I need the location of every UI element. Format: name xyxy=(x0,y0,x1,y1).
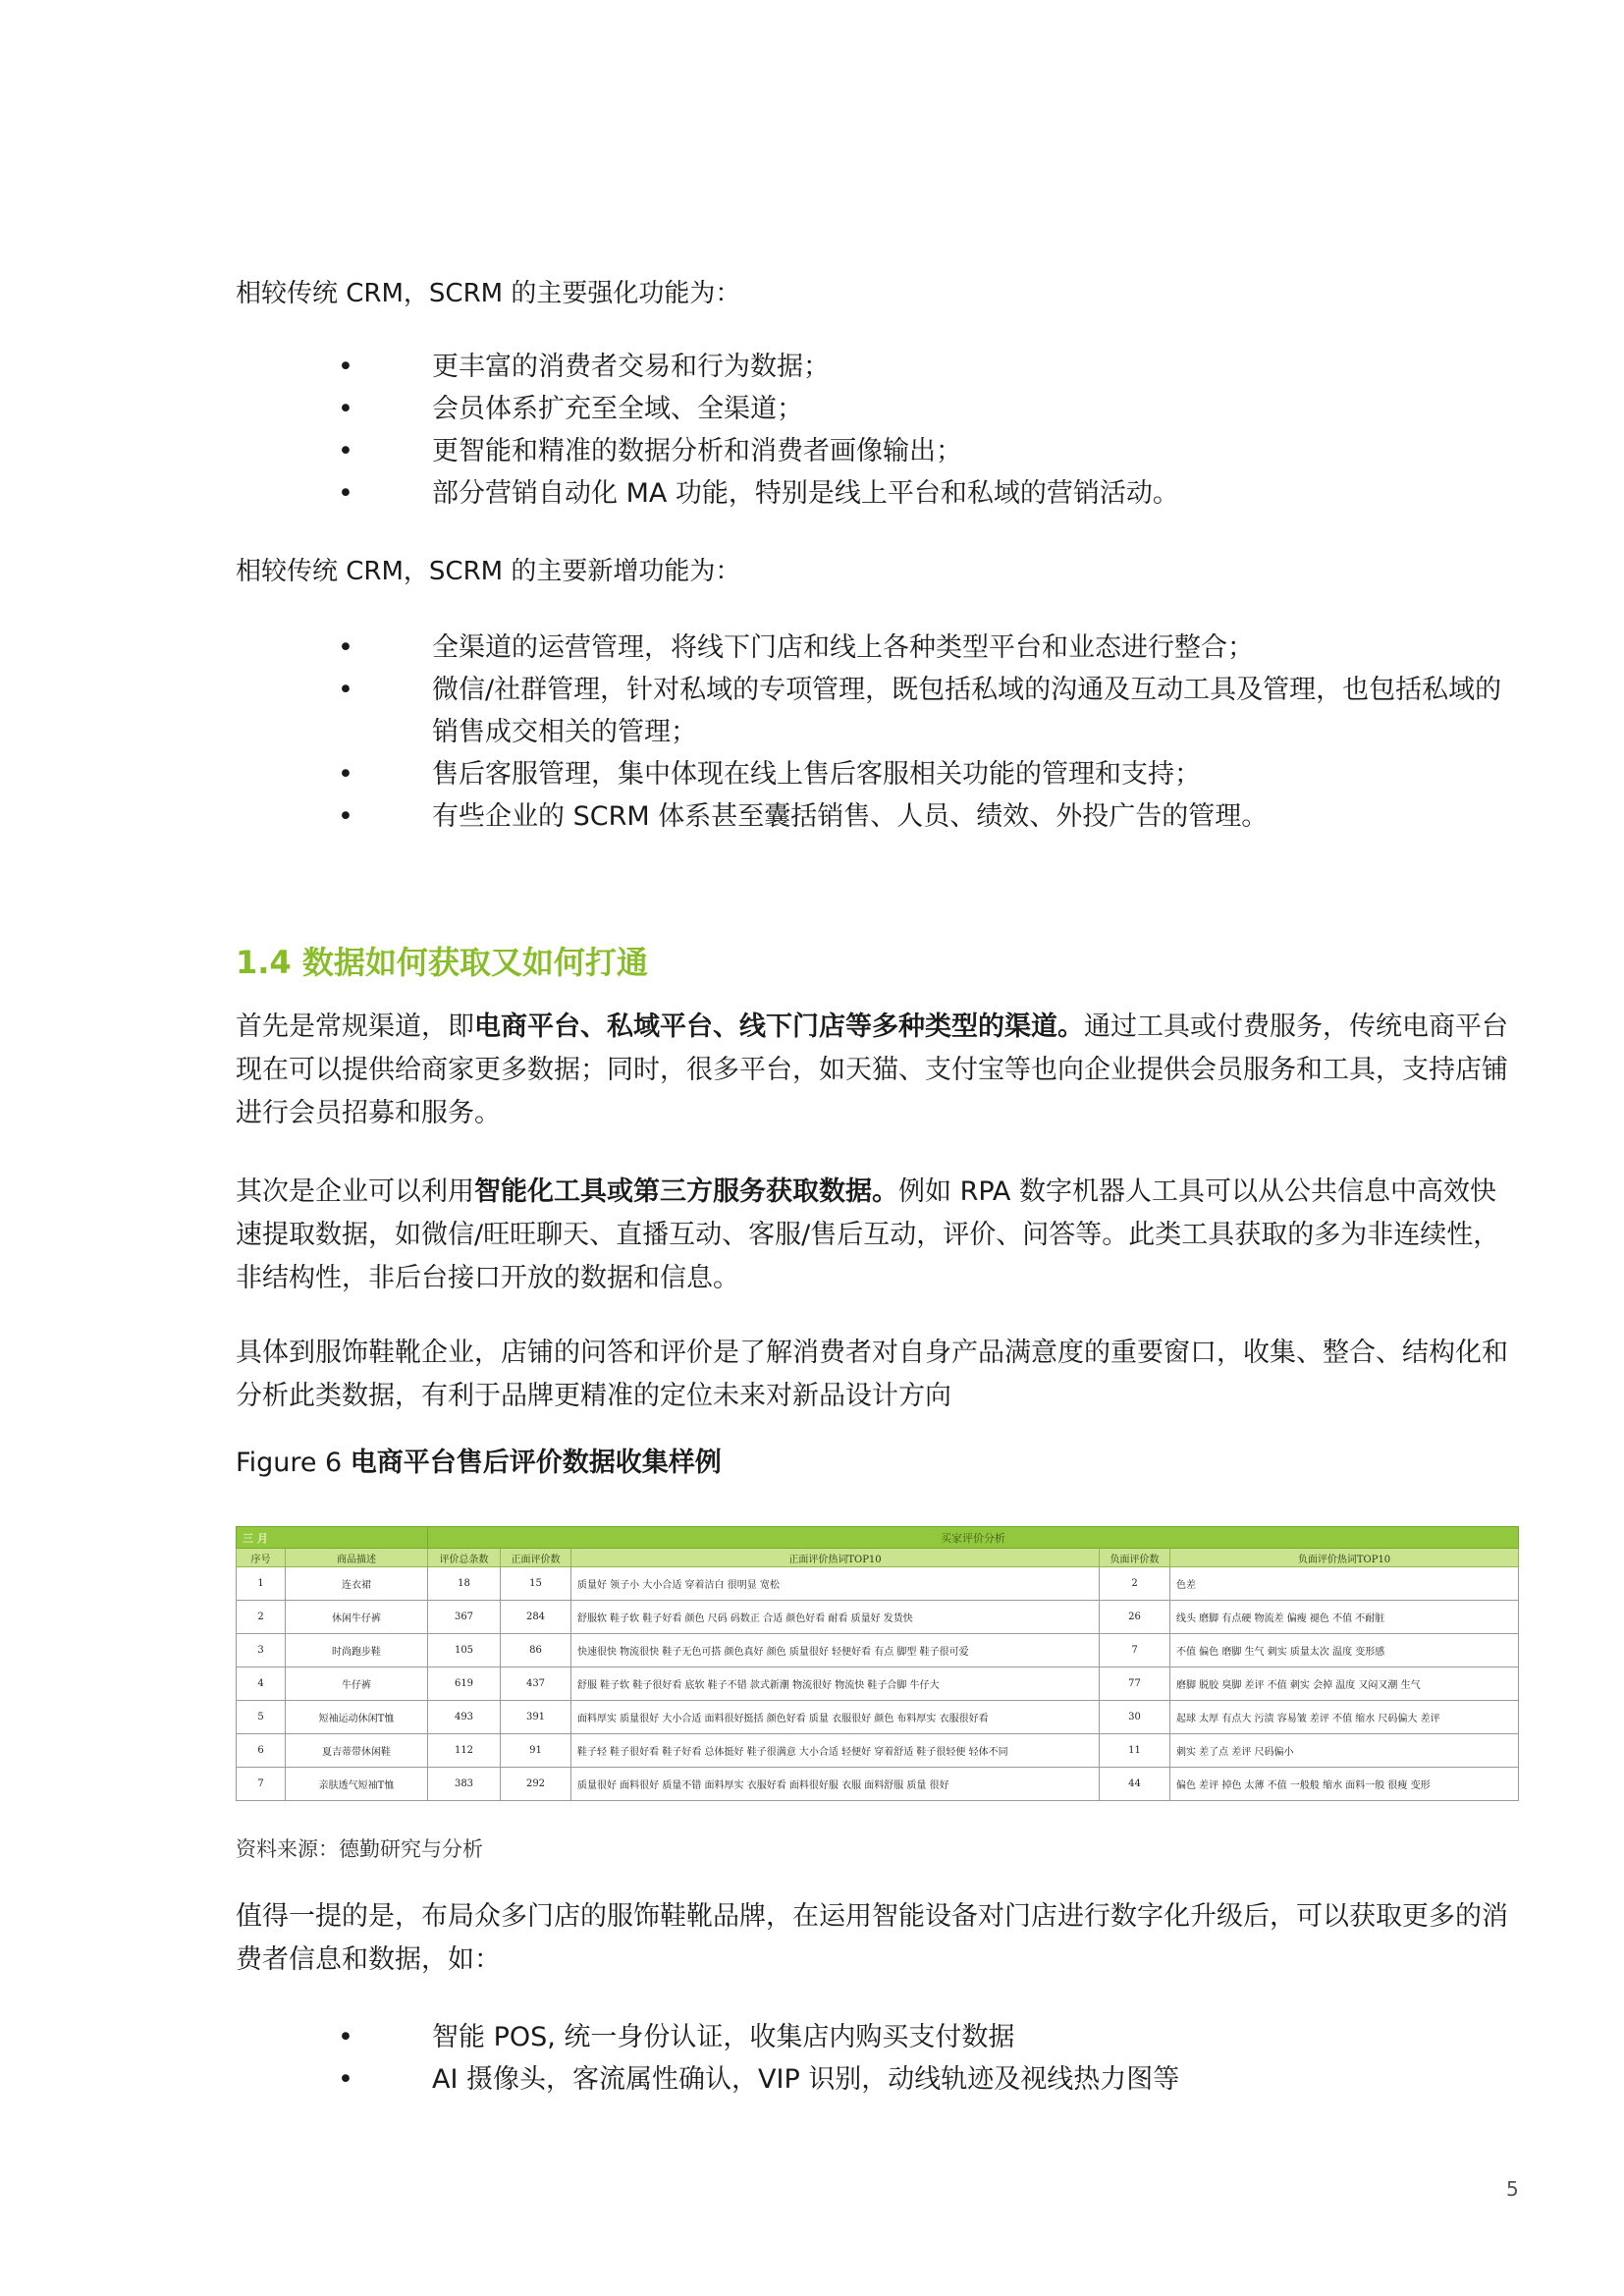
column-header: 正面评价热词TOP10 xyxy=(571,1549,1100,1567)
table-cell: 619 xyxy=(428,1667,501,1701)
list-item: • AI 摄像头，客流属性确认，VIP 识别，动线轨迹及视线热力图等 xyxy=(236,2058,1512,2101)
section-heading: 1.4 数据如何获取又如何打通 xyxy=(236,944,648,981)
table-cell: 亲肤透气短袖T恤 xyxy=(286,1768,428,1801)
list-item: • 更丰富的消费者交易和行为数据； xyxy=(236,346,1512,388)
list-item: • 智能 POS, 统一身份认证，收集店内购买支付数据 xyxy=(236,2016,1512,2058)
column-header: 序号 xyxy=(237,1549,286,1567)
source-note: 资料来源：德勤研究与分析 xyxy=(236,1837,483,1861)
bullet-icon: • xyxy=(338,675,353,705)
table-row xyxy=(237,1601,1519,1634)
table-cell: 284 xyxy=(501,1601,571,1634)
table-cell: 86 xyxy=(501,1634,571,1667)
emphasis: 智能化工具或第三方服务获取数据。 xyxy=(474,1176,898,1207)
table-cell: 不值 偏色 磨脚 生气 刺实 质量太次 温度 变形感 xyxy=(1170,1634,1519,1667)
paragraph-apparel-reviews: 具体到服饰鞋靴企业，店铺的问答和评价是了解消费者对自身产品满意度的重要窗口，收集、整合、结构化和分析此类数据，有利于品牌更精准的定位未来对新品设计方向 xyxy=(236,1338,1508,1411)
paragraph-smart-tools: 其次是企业可以利用智能化工具或第三方服务获取数据。例如 RPA 数字机器人工具可以从公共信息中高效快速提取数据，如微信/旺旺聊天、直播互动、客服/售后互动，评价、问答等。此类工具获取的多为非连续性，非结构性，非后台接口开放的数据和信息。 xyxy=(236,1176,1500,1293)
list-item: • 更智能和精准的数据分析和消费者画像输出； xyxy=(236,430,1512,472)
bullet-icon: • xyxy=(338,394,353,424)
table-cell: 色差 xyxy=(1170,1567,1519,1601)
table-cell: 鞋子轻 鞋子很好看 鞋子好看 总体挺好 鞋子很满意 大小合适 轻便好 穿着舒适 鞋子很轻便 轻体不同 xyxy=(571,1734,1100,1768)
column-header: 负面评价数 xyxy=(1100,1549,1170,1567)
paragraph-store-devices: 值得一提的是，布局众多门店的服饰鞋靴品牌，在运用智能设备对门店进行数字化升级后，可以获取更多的消费者信息和数据，如： xyxy=(236,1901,1508,1975)
bullet-icon: • xyxy=(338,2022,353,2052)
bullet-icon: • xyxy=(338,2064,353,2095)
table-cell: 18 xyxy=(428,1567,501,1601)
table-cell: 质量好 领子小 大小合适 穿着洁白 很明显 宽松 xyxy=(571,1567,1100,1601)
table-cell: 7 xyxy=(237,1768,286,1801)
table-cell: 2 xyxy=(1100,1567,1170,1601)
table-cell: 7 xyxy=(1100,1634,1170,1667)
table-cell: 493 xyxy=(428,1701,501,1734)
figure-caption: Figure 6 电商平台售后评价数据收集样例 xyxy=(236,1448,722,1478)
table-cell: 牛仔裤 xyxy=(286,1667,428,1701)
table-cell: 4 xyxy=(237,1667,286,1701)
table-cell: 91 xyxy=(501,1734,571,1768)
table-row xyxy=(237,1634,1519,1667)
table-cell: 偏色 差评 掉色 太薄 不值 一般般 缩水 面料一般 很瘦 变形 xyxy=(1170,1768,1519,1801)
table-cell: 1 xyxy=(237,1567,286,1601)
bullet-icon: • xyxy=(338,478,353,509)
list-item: • 售后客服管理，集中体现在线上售后客服相关功能的管理和支持； xyxy=(236,753,1512,795)
table-cell: 质量很好 面料很好 质量不错 面料厚实 衣服好看 面料很好服 衣服 面料舒服 质量 很好 xyxy=(571,1768,1100,1801)
bullet-icon: • xyxy=(338,436,353,466)
emphasis: 电商平台、私域平台、线下门店等多种类型的渠道。 xyxy=(474,1011,1084,1042)
table-cell: 刺实 差了点 差评 尺码偏小 xyxy=(1170,1734,1519,1768)
table-cell: 383 xyxy=(428,1768,501,1801)
table-cell: 30 xyxy=(1100,1701,1170,1734)
table-row xyxy=(237,1701,1519,1734)
table-cell: 面料厚实 质量很好 大小合适 面料很好挺括 颜色好看 质量 衣服很好 颜色 布料厚实 衣服很好看 xyxy=(571,1701,1100,1734)
table-cell: 11 xyxy=(1100,1734,1170,1768)
table-cell: 6 xyxy=(237,1734,286,1768)
table-cell: 391 xyxy=(501,1701,571,1734)
banner-title: 买家评价分析 xyxy=(428,1527,1519,1549)
table-cell: 线头 磨脚 有点硬 物流差 偏瘦 褪色 不值 不耐脏 xyxy=(1170,1601,1519,1634)
page-number: 5 xyxy=(1506,2177,1519,2201)
list-item: • 微信/社群管理，针对私域的专项管理，既包括私域的沟通及互动工具及管理，也包括私域的销售成交相关的管理； xyxy=(236,669,1512,753)
table-cell: 快速很快 物流很快 鞋子无色可搭 颜色真好 颜色 质量很好 轻便好看 有点 脚型 鞋子很可爱 xyxy=(571,1634,1100,1667)
table-cell: 起球 太厚 有点大 污渍 容易皱 差评 不值 缩水 尺码偏大 差评 xyxy=(1170,1701,1519,1734)
bullet-icon: • xyxy=(338,632,353,663)
table-cell: 292 xyxy=(501,1768,571,1801)
list-item: • 部分营销自动化 MA 功能，特别是线上平台和私域的营销活动。 xyxy=(236,472,1512,515)
list-item: • 有些企业的 SCRM 体系甚至囊括销售、人员、绩效、外投广告的管理。 xyxy=(236,795,1512,838)
column-header: 正面评价数 xyxy=(501,1549,571,1567)
table-row xyxy=(237,1768,1519,1801)
review-analysis-figure xyxy=(236,1526,1518,1793)
table-cell: 26 xyxy=(1100,1601,1170,1634)
table-cell: 连衣裙 xyxy=(286,1567,428,1601)
table-cell: 舒服软 鞋子软 鞋子好看 颜色 尺码 码数正 合适 颜色好看 耐看 质量好 发货快 xyxy=(571,1601,1100,1634)
bullet-icon: • xyxy=(338,352,353,382)
table-cell: 舒服 鞋子软 鞋子很好看 底软 鞋子不错 款式新潮 物流很好 物流快 鞋子合脚 牛仔大 xyxy=(571,1667,1100,1701)
table-cell: 112 xyxy=(428,1734,501,1768)
intro-new-features: 相较传统 CRM，SCRM 的主要新增功能为： xyxy=(236,557,741,586)
list-item: • 会员体系扩充至全域、全渠道； xyxy=(236,388,1512,430)
table-cell: 磨脚 脱胶 臭脚 差评 不值 刺实 会掉 温度 又闷又潮 生气 xyxy=(1170,1667,1519,1701)
table-cell: 短袖运动休闲T恤 xyxy=(286,1701,428,1734)
bullet-icon: • xyxy=(338,801,353,832)
table-cell: 时尚跑步鞋 xyxy=(286,1634,428,1667)
column-header: 商品描述 xyxy=(286,1549,428,1567)
store-devices-list xyxy=(236,2016,1512,2101)
table-cell: 77 xyxy=(1100,1667,1170,1701)
table-banner xyxy=(237,1527,1519,1549)
table-cell: 44 xyxy=(1100,1768,1170,1801)
table-cell: 15 xyxy=(501,1567,571,1601)
column-header: 评价总条数 xyxy=(428,1549,501,1567)
table-cell: 367 xyxy=(428,1601,501,1634)
table-header-row xyxy=(237,1549,1519,1567)
table-cell: 休闲牛仔裤 xyxy=(286,1601,428,1634)
new-features-list xyxy=(236,627,1512,838)
column-header: 负面评价热词TOP10 xyxy=(1170,1549,1519,1567)
enhanced-features-list xyxy=(236,346,1512,515)
table-row xyxy=(237,1667,1519,1701)
list-item: • 全渠道的运营管理，将线下门店和线上各种类型平台和业态进行整合； xyxy=(236,627,1512,669)
banner-tag: 三 月 xyxy=(237,1527,428,1549)
table-cell: 437 xyxy=(501,1667,571,1701)
table-cell: 2 xyxy=(237,1601,286,1634)
table-cell: 105 xyxy=(428,1634,501,1667)
table-row xyxy=(237,1567,1519,1601)
bullet-icon: • xyxy=(338,759,353,790)
review-analysis-table xyxy=(236,1526,1519,1801)
table-cell: 5 xyxy=(237,1701,286,1734)
table-cell: 3 xyxy=(237,1634,286,1667)
paragraph-channels: 首先是常规渠道，即电商平台、私域平台、线下门店等多种类型的渠道。通过工具或付费服务，传统电商平台现在可以提供给商家更多数据；同时，很多平台，如天猫、支付宝等也向企业提供会员服务和工具，支持店铺进行会员招募和服务。 xyxy=(236,1011,1508,1128)
table-body xyxy=(237,1567,1519,1801)
table-row xyxy=(237,1734,1519,1768)
intro-enhanced-features: 相较传统 CRM，SCRM 的主要强化功能为： xyxy=(236,279,741,308)
table-cell: 夏吉蒂带休闲鞋 xyxy=(286,1734,428,1768)
